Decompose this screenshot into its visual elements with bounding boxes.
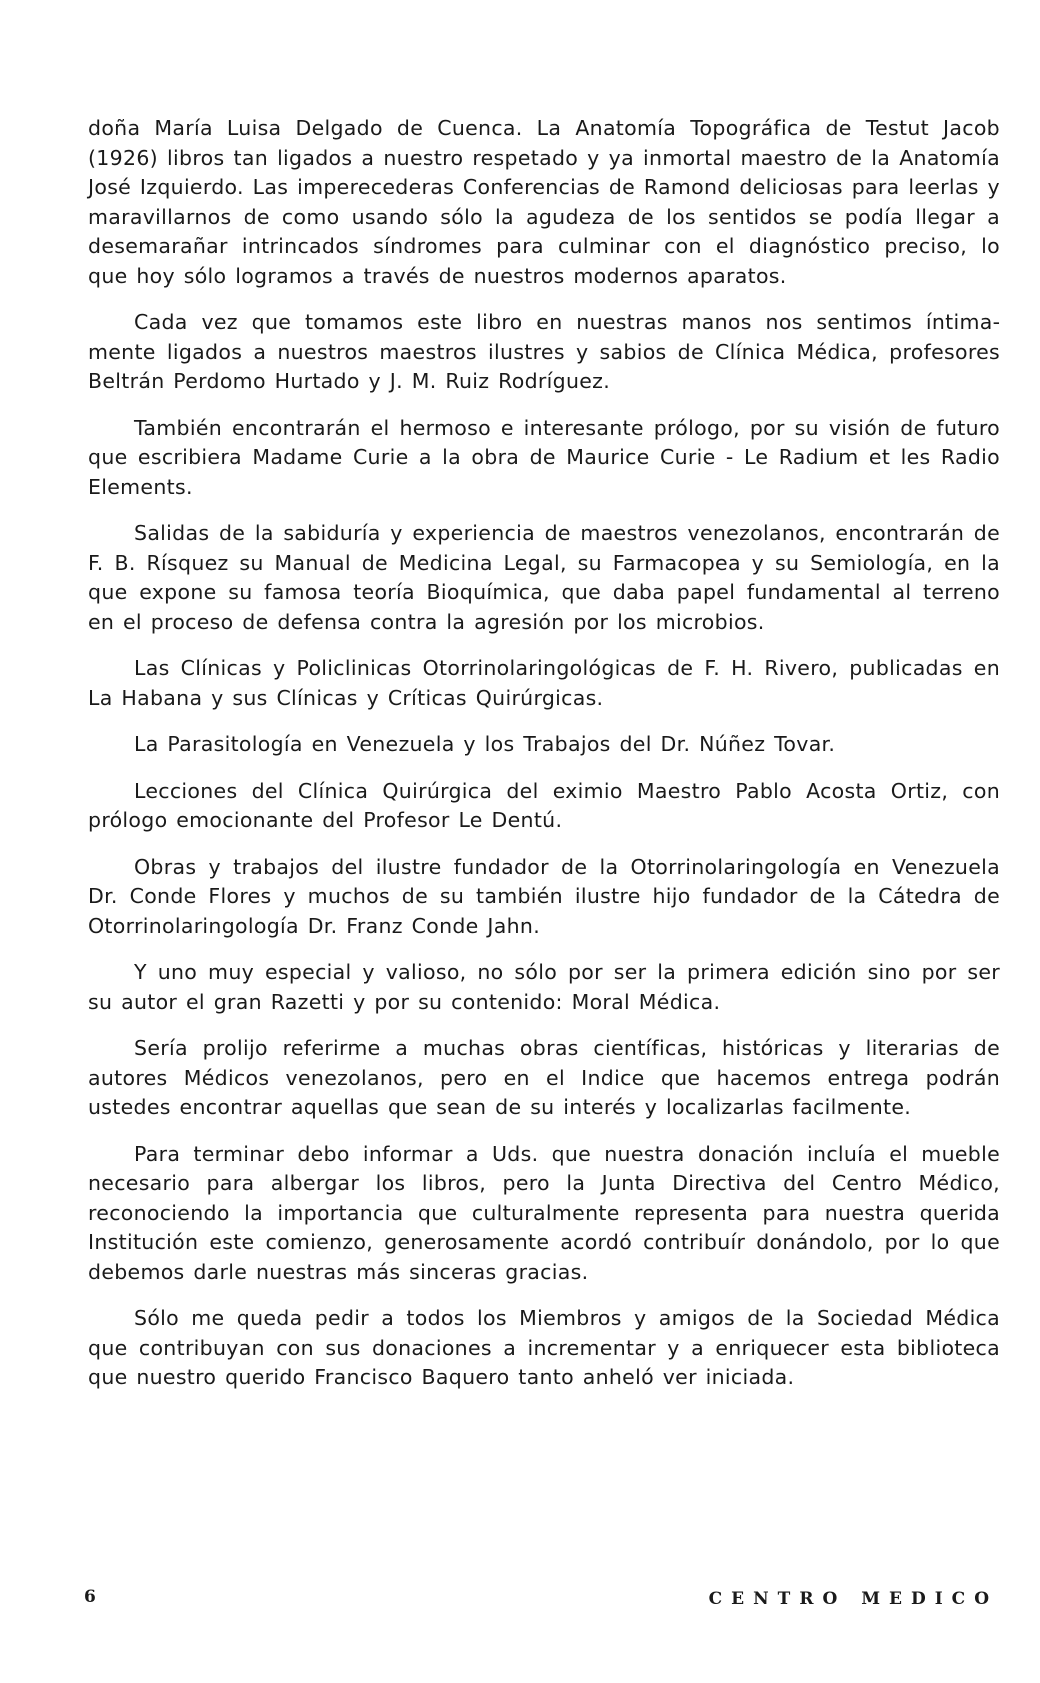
- paragraph: Las Clínicas y Policlinicas Otorrinolaringológicas de F. H. Rivero, publicadas en La Habana y sus Clínicas y Críticas Quirúrgicas.: [88, 656, 1000, 710]
- running-footer: CENTRO MEDICO: [708, 1589, 998, 1609]
- paragraph: También encontrarán el hermoso e interesante prólogo, por su visión de futuro que escribiera Madame Curie a la obra de Maurice Curie - Le Radium et les Radio Elements.: [88, 415, 1000, 499]
- page-body: [88, 114, 1000, 1410]
- paragraph: Cada vez que tomamos este libro en nuestras manos nos sentimos íntimamente ligados a nuestros maestros ilustres y sabios de Clínica Médica, profesores Beltrán Perdomo Hurtado y J. M. Ruiz Rodríguez.: [88, 310, 1000, 393]
- paragraph: Lecciones del Clínica Quirúrgica del eximio Maestro Pablo Acosta Ortiz, con prólogo emocionante del Profesor Le Dentú.: [88, 778, 1000, 832]
- paragraph: Para terminar debo informar a Uds. que nuestra donación incluía el mueble necesario para albergar los libros, pero la Junta Directiva del Centro Médico, reconociendo la importancia que culturalmente representa para nuestra querida Institución este comienzo, generosamente acordó contribuír donándolo, por lo que debemos darle nuestras más sinceras gracias.: [88, 1141, 1000, 1284]
- paragraph: La Parasitología en Venezuela y los Trabajos del Dr. Núñez Tovar.: [134, 732, 836, 756]
- paragraph: Sólo me queda pedir a todos los Miembros y amigos de la Sociedad Médica que contribuyan con sus donaciones a incrementar y a enriquecer esta biblioteca que nuestro querido Francisco Baquero tanto anheló ver iniciada.: [88, 1306, 1000, 1389]
- page-number: 6: [84, 1587, 96, 1607]
- paragraph: Salidas de la sabiduría y experiencia de maestros venezolanos, encontrarán de F. B. Rísquez su Manual de Medicina Legal, su Farmacopea y su Semiología, en la que expone su famosa teoría Bioquímica, que daba papel fundamental al terreno en el proceso de defensa contra la agresión por los microbios.: [88, 521, 1000, 634]
- paragraph: Obras y trabajos del ilustre fundador de la Otorrinolaringología en Venezuela Dr. Conde Flores y muchos de su también ilustre hijo fundador de la Cátedra de Otorrinolaringología Dr. Franz Conde Jahn.: [88, 854, 1000, 938]
- paragraph: Y uno muy especial y valioso, no sólo por ser la primera edición sino por ser su autor el gran Razetti y por su contenido: Moral Médica.: [88, 960, 1000, 1014]
- paragraph-continuation: doña María Luisa Delgado de Cuenca. La Anatomía Topográfica de Testut Jacob (1926) libros tan ligados a nuestro respetado y ya inmortal maestro de la Anatomía José Izquierdo. Las imperecederas Conferencias de Ramond deliciosas para leerlas y maravillarnos de como usando sólo la agudeza de los sentidos se podía llegar a desemarañar intrincados síndromes para culminar con el diagnóstico preciso, lo que hoy sólo logramos a través de nuestros modernos aparatos.: [88, 116, 1000, 288]
- paragraph: Sería prolijo referirme a muchas obras científicas, históricas y literarias de autores Médicos venezolanos, pero en el Indice que hacemos entrega podrán ustedes encontrar aquellas que sean de su interés y localizarlas facilmente.: [88, 1036, 1000, 1119]
